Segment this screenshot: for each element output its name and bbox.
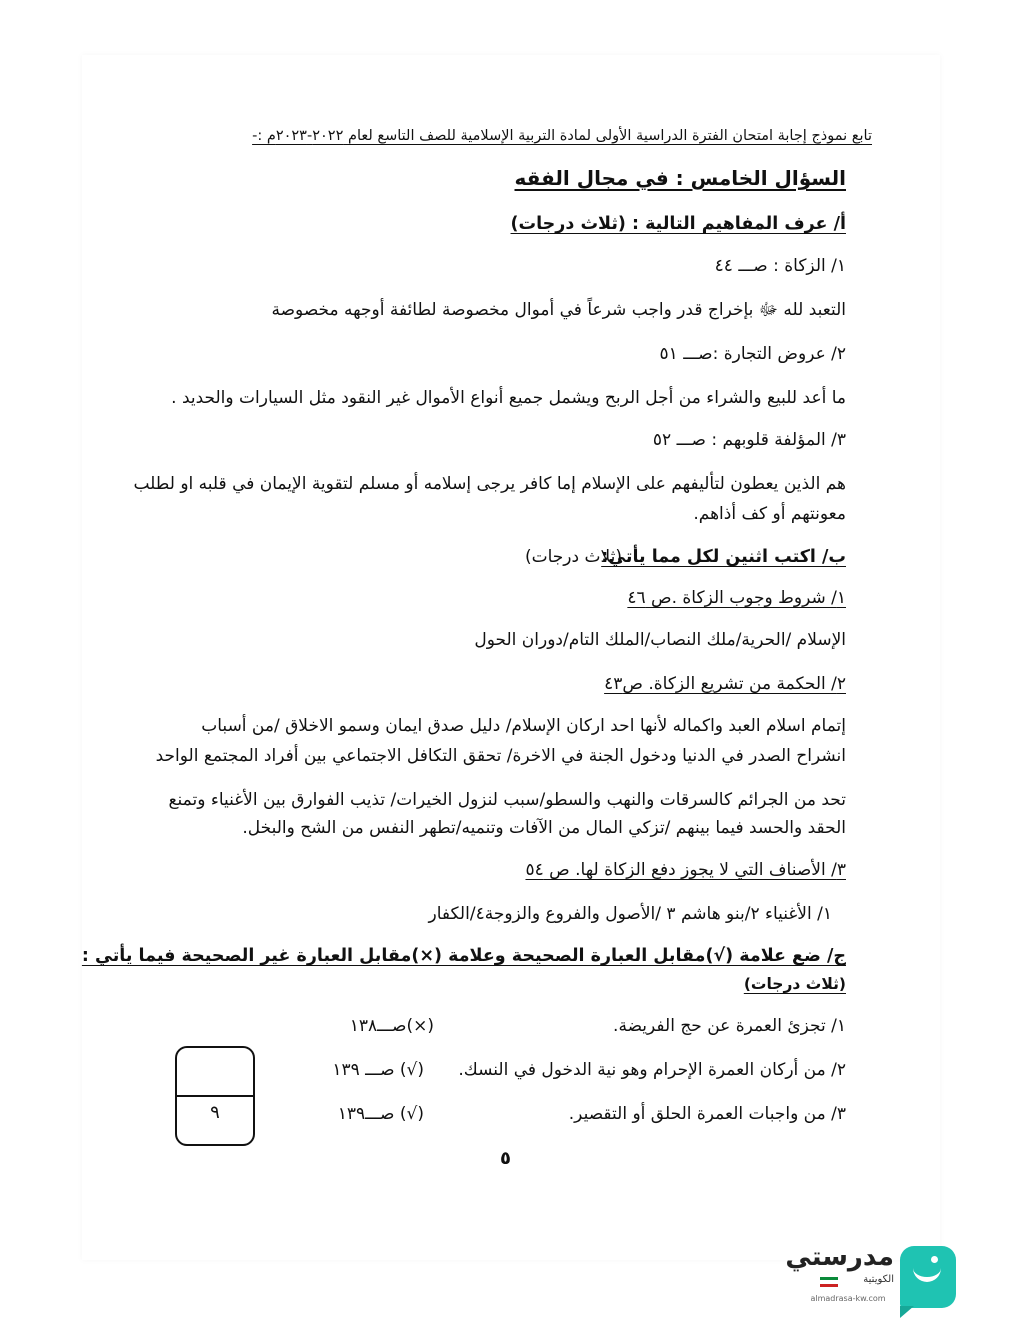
statement-1: ١/ تجزئ العمرة عن حج الفريضة. <box>613 1016 846 1036</box>
question-title: السؤال الخامس : في مجال الفقه <box>514 166 846 190</box>
score-box <box>175 1046 255 1146</box>
madrasati-logo <box>785 1240 970 1320</box>
answer-3: (√) صـــ١٣٩ <box>337 1104 424 1124</box>
zakat-conditions-answer: الإسلام /الحرية/ملك النصاب/الملك التام/دوران الحول <box>474 630 846 650</box>
page-header: تابع نموذج إجابة امتحان الفترة الدراسية الأولى لمادة التربية الإسلامية للصف التاسع لعام ٢٠٢٢-٢٠٢٣م :- <box>252 128 872 144</box>
statement-3: ٣/ من واجبات العمرة الحلق أو التقصير. <box>568 1104 846 1124</box>
ineligible-answer: ١/ الأغنياء ٢/بنو هاشم ٣ /الأصول والفروع والزوجة٤/الكفار <box>428 904 832 924</box>
zakat-wisdom-line2: انشراح الصدر في الدنيا ودخول الجنة في الاخرة/ تحقق التكافل الاجتماعي بين أفراد المجتمع الواحد <box>155 746 846 766</box>
zakat-conditions-title: ١/ شروط وجوب الزكاة .ص ٤٦ <box>627 588 846 608</box>
answer-2: (√) صـــ ١٣٩ <box>332 1060 424 1080</box>
score-value: ٩ <box>210 1102 220 1123</box>
logo-subtitle: الكويتية <box>863 1274 894 1285</box>
logo-url: almadrasa-kw.com <box>810 1294 886 1303</box>
ineligible-title: ٣/ الأصناف التي لا يجوز دفع الزكاة لها. ص ٥٤ <box>525 860 846 880</box>
definition-muallafa-line1: هم الذين يعطون لتأليفهم على الإسلام إما كافر يرجى إسلامه أو مسلم لتقوية الإيمان في قلبه او لطلب <box>133 474 846 494</box>
zakat-wisdom-line3: تحد من الجرائم كالسرقات والنهب والسطو/سبب لنزول الخيرات/ تذيب الفوارق بين الأغنياء وتمنع <box>168 790 846 810</box>
section-c-grade: (ثلاث درجات) <box>743 975 846 993</box>
section-a-heading: أ/ عرف المفاهيم التالية : (ثلاث درجات) <box>510 214 846 234</box>
section-b-heading: ب/ اكتب اثنين لكل مما يأتي: <box>601 547 846 567</box>
term-zakat: ١/ الزكاة : صـــ ٤٤ <box>714 256 846 276</box>
term-muallafa: ٣/ المؤلفة قلوبهم : صـــ ٥٢ <box>652 430 846 450</box>
page-number: ٥ <box>500 1148 511 1169</box>
section-c-heading: ج/ ضع علامة (√)مقابل العبارة الصحيحة وعلامة (×)مقابل العبارة غير الصحيحة فيما يأتي : <box>81 946 846 966</box>
statement-2: ٢/ من أركان العمرة الإحرام وهو نية الدخول في النسك. <box>458 1060 846 1080</box>
answer-1: (×)صـــ١٣٨ <box>349 1016 434 1036</box>
definition-zakat: التعبد لله ﷻ بإخراج قدر واجب شرعاً في أموال مخصوصة لطائفة أوجهه مخصوصة <box>271 300 846 320</box>
logo-name: مدرستي <box>785 1242 894 1272</box>
zakat-wisdom-title: ٢/ الحكمة من تشريع الزكاة. ص٤٣ <box>604 674 846 694</box>
zakat-wisdom-line1: إتمام اسلام العبد واكماله لأنها احد اركان الإسلام/ دليل صدق ايمان وسمو الاخلاق /من أسباب <box>201 716 846 736</box>
definition-trade-goods: ما أعد للبيع والشراء من أجل الربح ويشمل جميع أنواع الأموال غير النقود مثل السيارات والحديد . <box>171 388 846 408</box>
term-trade-goods: ٢/ عروض التجارة :صـــ ٥١ <box>659 344 846 364</box>
definition-muallafa-line2: معونتهم أو كف أذاهم. <box>693 504 846 524</box>
score-box-divider <box>177 1095 253 1097</box>
smile-book-icon <box>900 1246 956 1308</box>
zakat-wisdom-line4: الحقد والحسد فيما بينهم /تزكي المال من الآفات وتنميه/تطهر النفس من الشح والبخل. <box>242 818 846 838</box>
section-b-grade: (ثلاث درجات) <box>524 547 622 567</box>
